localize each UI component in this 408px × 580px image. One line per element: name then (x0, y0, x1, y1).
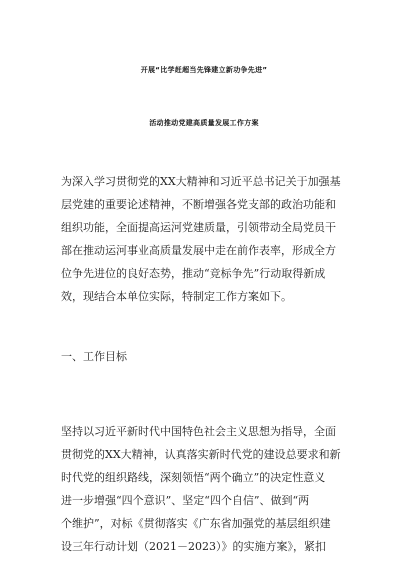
section-heading-goals: 一、工作目标 (61, 350, 127, 363)
paragraph-line: 组织功能，全面提高运河党建质量，引领带动全局党员干 (61, 221, 336, 234)
paragraph-line: 部在推动运河事业高质量发展中走在前作表率，形成全方 (61, 244, 336, 257)
paragraph-line: 为深入学习贯彻党的XX大精神和习近平总书记关于加强基 (61, 175, 341, 188)
paragraph-line: 坚持以习近平新时代中国特色社会主义思想为指导，全面 (61, 425, 336, 438)
document-title-line-2: 活动推动党建高质量发展工作方案 (149, 119, 259, 127)
paragraph-line: 个维护”，对标《贯彻落实《广东省加强党的基层组织建 (61, 517, 331, 530)
paragraph-line: 贯彻党的XX大精神，认真落实新时代党的建设总要求和新 (61, 448, 341, 461)
paragraph-line: 时代党的组织路线，深刻领悟“两个确立”的决定性意义 (61, 471, 326, 484)
paragraph-line: 位争先进位的良好态势，推动“竞标争先”行动取得新成 (61, 267, 326, 280)
paragraph-line: 层党建的重要论述精神，不断增强各党支部的政治功能和 (61, 198, 336, 211)
intro-paragraph (61, 170, 351, 308)
paragraph-line: 进一步增强“四个意识”、坚定“四个自信”、做到“两 (61, 494, 310, 507)
paragraph-line: 效，现结合本单位实际，特制定工作方案如下。 (61, 290, 292, 303)
document-title-line-1: 开展“比学赶超当先锋建立新功争先进” (140, 66, 268, 74)
goals-paragraph (61, 420, 351, 558)
paragraph-line: 设三年行动计划（2021－2023）》的实施方案》，紧扣 (61, 540, 326, 553)
